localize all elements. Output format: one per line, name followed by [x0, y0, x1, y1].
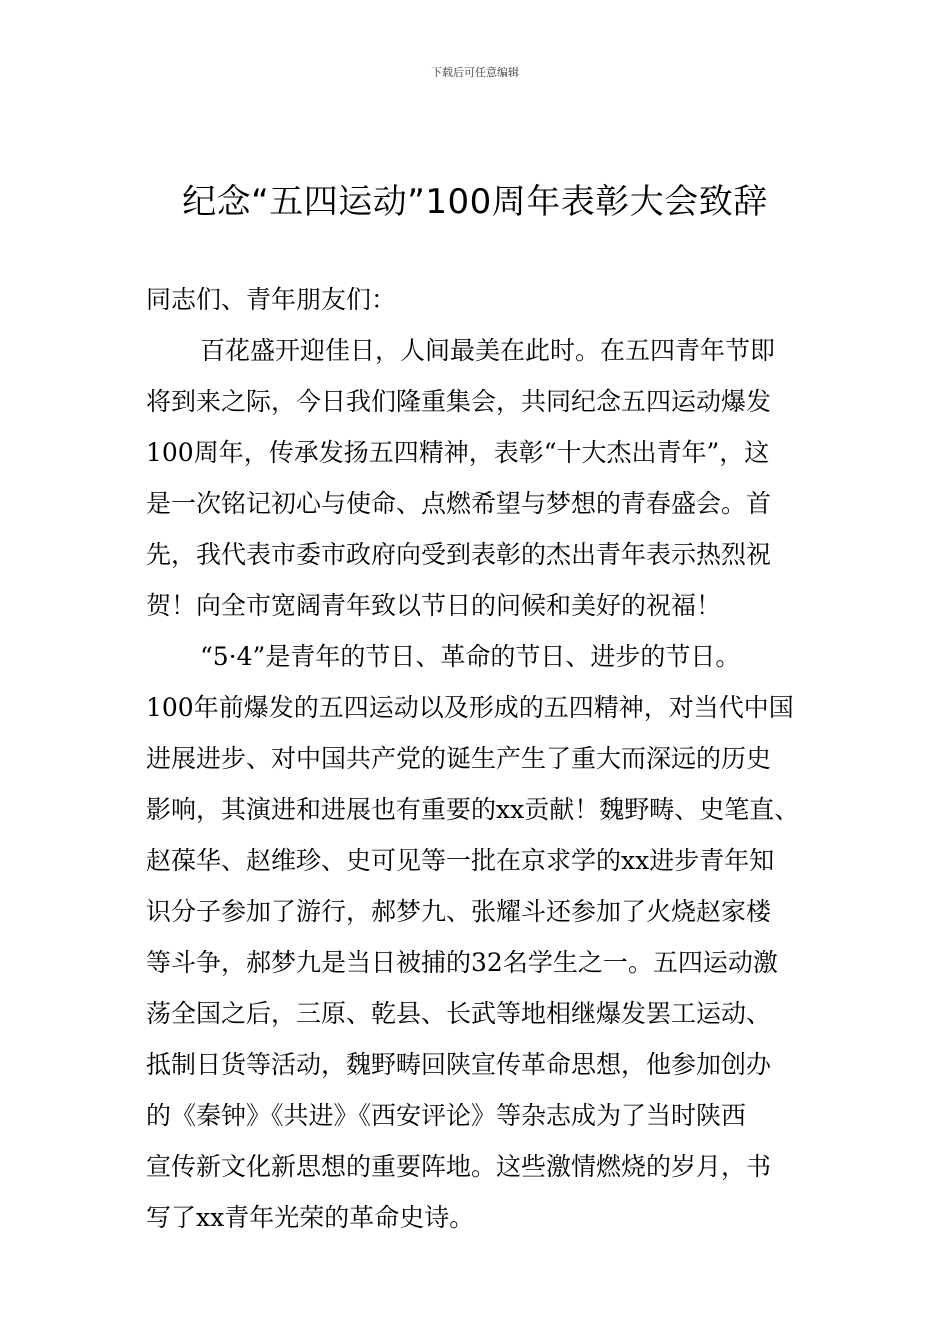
paragraph-line: 先，我代表市委市政府向受到表彰的杰出青年表示热烈祝 — [146, 540, 772, 569]
paragraph-line: “5·4”是青年的节日、革命的节日、进步的节日。 — [200, 642, 741, 671]
paragraph-line: 进展进步、对中国共产党的诞生产生了重大而深远的历史 — [146, 744, 772, 773]
paragraph-line: 百花盛开迎佳日，人间最美在此时。在五四青年节即 — [200, 336, 776, 365]
document-title: 纪念“五四运动”100周年表彰大会致辞 — [182, 182, 768, 222]
paragraph-line: 识分子参加了游行，郝梦九、张耀斗还参加了火烧赵家楼 — [146, 897, 772, 926]
paragraph-line: 影响，其演进和进展也有重要的xx贡献！魏野畴、史笔直、 — [146, 795, 800, 824]
paragraph-line: 等斗争，郝梦九是当日被捕的32名学生之一。五四运动激 — [146, 948, 778, 977]
paragraph-line: 的《秦钟》《共进》《西安评论》等杂志成为了当时陕西 — [146, 1101, 747, 1130]
salutation: 同志们、青年朋友们： — [146, 285, 397, 314]
paragraph-line: 写了xx青年光荣的革命史诗。 — [146, 1203, 475, 1232]
paragraph-line: 100年前爆发的五四运动以及形成的五四精神，对当代中国 — [146, 693, 794, 722]
paragraph-line: 赵葆华、赵维珍、史可见等一批在京求学的xx进步青年知 — [146, 846, 775, 875]
document-body — [146, 274, 826, 1243]
paragraph-line: 抵制日货等活动，魏野畴回陕宣传革命思想，他参加创办 — [146, 1050, 772, 1079]
paragraph-line: 宣传新文化新思想的重要阵地。这些激情燃烧的岁月，书 — [146, 1152, 772, 1181]
paragraph-line: 荡全国之后，三原、乾县、长武等地相继爆发罢工运动、 — [146, 999, 772, 1028]
paragraph — [146, 325, 826, 631]
paragraph-line: 将到来之际，今日我们隆重集会，共同纪念五四运动爆发 — [146, 387, 772, 416]
paragraph-line: 是一次铭记初心与使命、点燃希望与梦想的青春盛会。首 — [146, 489, 772, 518]
paragraph-line: 100周年，传承发扬五四精神，表彰“十大杰出青年”，这 — [146, 438, 770, 467]
paragraph — [146, 631, 826, 1243]
header-note: 下载后可任意编辑 — [431, 66, 519, 79]
paragraph-line: 贺！向全市宽阔青年致以节日的问候和美好的祝福！ — [146, 591, 722, 620]
